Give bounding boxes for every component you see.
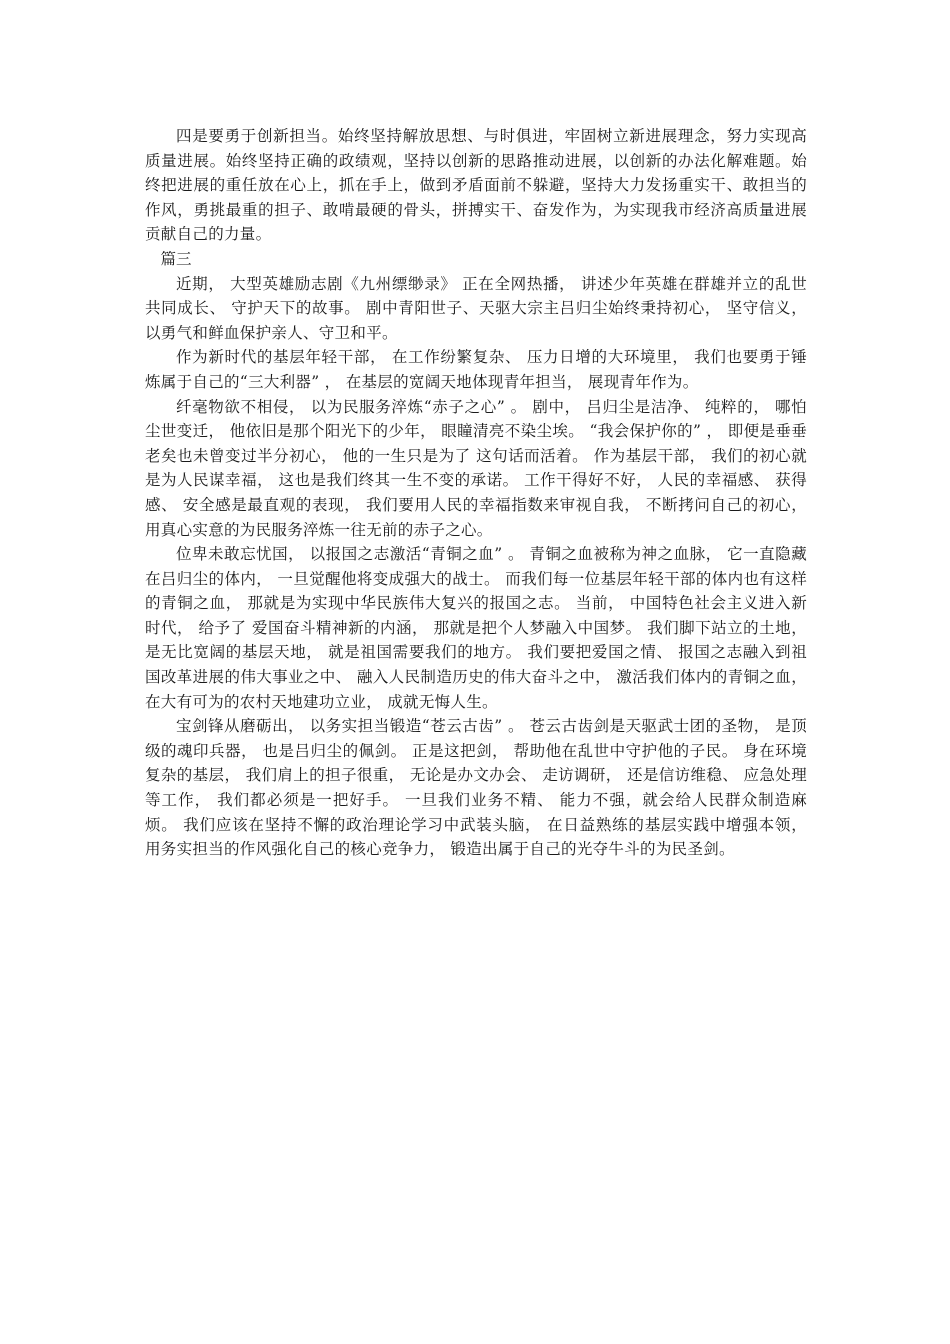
intro-paragraph: 四是要勇于创新担当。始终坚持解放思想、与时俱进，牢固树立新进展理念，努力实现高质量进展。始终坚持正确的政绩观，坚持以创新的思路推动进展，以创新的办法化解难题。始终把进展的重任放在心上，抓在手上，做到矛盾面前不躲避，坚持大力发扬重实干、敢担当的作风，勇挑最重的担子、敢啃最硬的骨头，拼搏实干、奋发作为，为实现我市经济高质量进展贡献自己的力量。 [145,127,807,244]
paragraph-2: 作为新时代的基层年轻干部， 在工作纷繁复杂、 压力日增的大环境里， 我们也要勇于锤炼属于自己的“三大利器” ， 在基层的宽阔天地体现青年担当， 展现青年作为。 [145,348,807,391]
document-body [145,124,807,862]
paragraph-3: 纤毫物欲不相侵， 以为民服务淬炼“赤子之心” 。 剧中， 吕归尘是洁净、 纯粹的， 哪怕尘世变迁， 他依旧是那个阳光下的少年， 眼瞳清亮不染尘埃。 “我会保护你的” ， 即便是垂垂老矣也未曾变过半分初心， 他的一生只是为了 这句话而活着。 作为基层干部， 我们的初心就是为人民谋幸福， 这也是我们终其一生不变的承诺。 工作干得好不好， 人民的幸福感、 获得感、 安全感是最直观的表现， 我们要用人民的幸福指数来审视自我， 不断拷问自己的初心， 用真心实意的为民服务淬炼一往无前的赤子之心。 [145,397,807,539]
section-title: 篇三 [160,249,192,268]
paragraph-4: 位卑未敢忘忧国， 以报国之志激活“青铜之血” 。 青铜之血被称为神之血脉， 它一直隐藏在吕归尘的体内， 一旦觉醒他将变成强大的战士。 而我们每一位基层年轻干部的体内也有这样的青铜之血， 那就是为实现中华民族伟大复兴的报国之志。 当前， 中国特色社会主义进入新时代， 给予了 爱国奋斗精神新的内涵， 那就是把个人梦融入中国梦。 我们脚下站立的土地， 是无比宽阔的基层天地， 就是祖国需要我们的地方。 我们要把爱国之情、 报国之志融入到祖国改革进展的伟大事业之中、 融入人民制造历史的伟大奋斗之中， 激活我们体内的青铜之血， 在大有可为的农村天地建功立业， 成就无悔人生。 [145,545,807,711]
paragraph-1: 近期， 大型英雄励志剧《九州缥缈录》 正在全网热播， 讲述少年英雄在群雄并立的乱世共同成长、 守护天下的故事。 剧中青阳世子、天驱大宗主吕归尘始终秉持初心， 坚守信义， 以勇气和鲜血保护亲人、守卫和平。 [145,274,807,342]
paragraph-5: 宝剑锋从磨砺出， 以务实担当锻造“苍云古齿” 。 苍云古齿剑是天驱武士团的圣物， 是顶级的魂印兵器， 也是吕归尘的佩剑。 正是这把剑， 帮助他在乱世中守护他的子民。 身在环境复杂的基层， 我们肩上的担子很重， 无论是办文办会、 走访调研， 还是信访维稳、 应急处理等工作， 我们都必须是一把好手。 一旦我们业务不精、 能力不强，就会给人民群众制造麻烦。 我们应该在坚持不懈的政治理论学习中武装头脑， 在日益熟练的基层实践中增强本领， 用务实担当的作风强化自己的核心竞争力， 锻造出属于自己的光夺牛斗的为民圣剑。 [145,717,807,859]
